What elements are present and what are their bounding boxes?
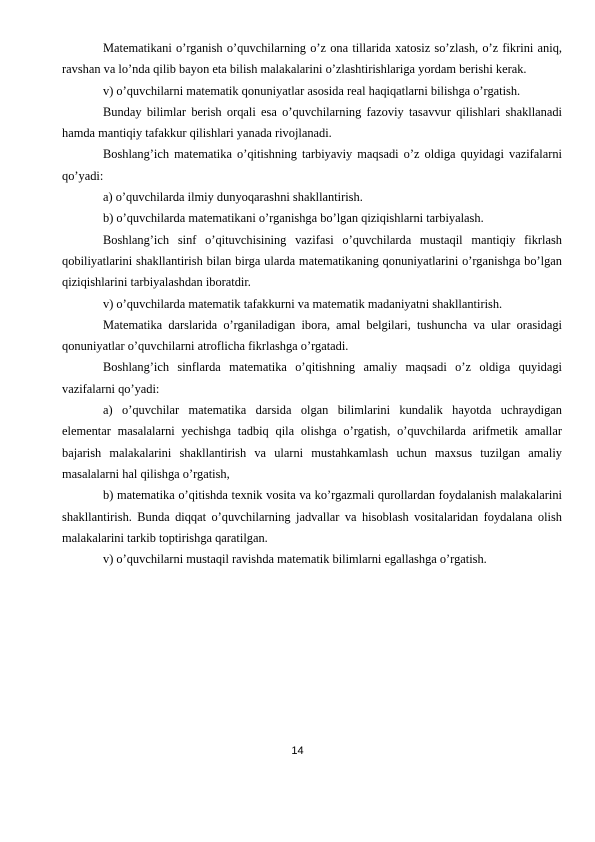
paragraph-9: Matematika darslarida o’rganiladigan ibora, amal belgilari, tushuncha va ular orasidagi qonuniyatlar o’quvchilarni atroflicha fikrlashga o’rgatadi. (62, 317, 562, 354)
paragraph-1: Matematikani o’rganish o’quvchilarning o’z ona tillarida xatosiz so’zlash, o’z fikrini aniq, ravshan va lo’nda qilib bayon eta bilish malakalarini o’zlashtirishlariga yordam berishi kerak. (62, 41, 562, 77)
paragraph-3: Bunday bilimlar berish orqali esa o’quvchilarning fazoviy tasavvur qilishlari shakllanadi hamda mantiqiy tafakkur qilishlari yanada rivojlanadi. (62, 104, 562, 141)
paragraph-2: v) o’quvchilarni matematik qonuniyatlar asosida real haqiqatlarni bilishga o’rgatish. (103, 83, 521, 98)
paragraph-11: a) o’quvchilar matematika darsida olgan bilimlarini kundalik hayotda uchraydigan elementar masalalarni yechishga tadbiq qila olishga o’rgatish, o’quvchilarda arifmetik amallar bajarish malakalarini shakllantirish va ularni mustahkamlash uchun maxsus tuzilgan amaliy masalalarni hal qilishga o’rgatish, (62, 403, 562, 481)
document-body (62, 38, 562, 570)
paragraph-8: v) o’quvchilarda matematik tafakkurni va matematik madaniyatni shakllantirish. (103, 296, 503, 311)
page-number: 14 (291, 745, 304, 757)
paragraph-5: a) o’quvchilarda ilmiy dunyoqarashni shakllantirish. (103, 190, 363, 205)
paragraph-6: b) o’quvchilarda matematikani o’rganishga bo’lgan qiziqishlarni tarbiyalash. (103, 211, 484, 226)
paragraph-13: v) o’quvchilarni mustaqil ravishda matematik bilimlarni egallashga o’rgatish. (103, 552, 487, 567)
paragraph-10: Boshlang’ich sinflarda matematika o’qitishning amaliy maqsadi o’z oldiga quyidagi vazifalarni qo’yadi: (62, 360, 562, 396)
paragraph-4: Boshlang’ich matematika o’qitishning tarbiyaviy maqsadi o’z oldiga quyidagi vazifalarni qo’yadi: (62, 147, 562, 183)
paragraph-12: b) matematika o’qitishda texnik vosita va ko’rgazmali qurollardan foydalanish malakalarini shakllantirish. Bunda diqqat o’quvchilarning jadvallar va hisoblash vositalaridan foydalana olish malakalarini tarkib toptirishga qaratilgan. (62, 488, 562, 545)
paragraph-7: Boshlang’ich sinf o’qituvchisining vazifasi o’quvchilarda mustaqil mantiqiy fikrlash qobiliyatlarini shakllantirish bilan birga ularda matematikaning qonuniyatlarini o’rganishga bo’lgan qiziqishlarini tarbiyalashdan iboratdir. (62, 232, 562, 290)
